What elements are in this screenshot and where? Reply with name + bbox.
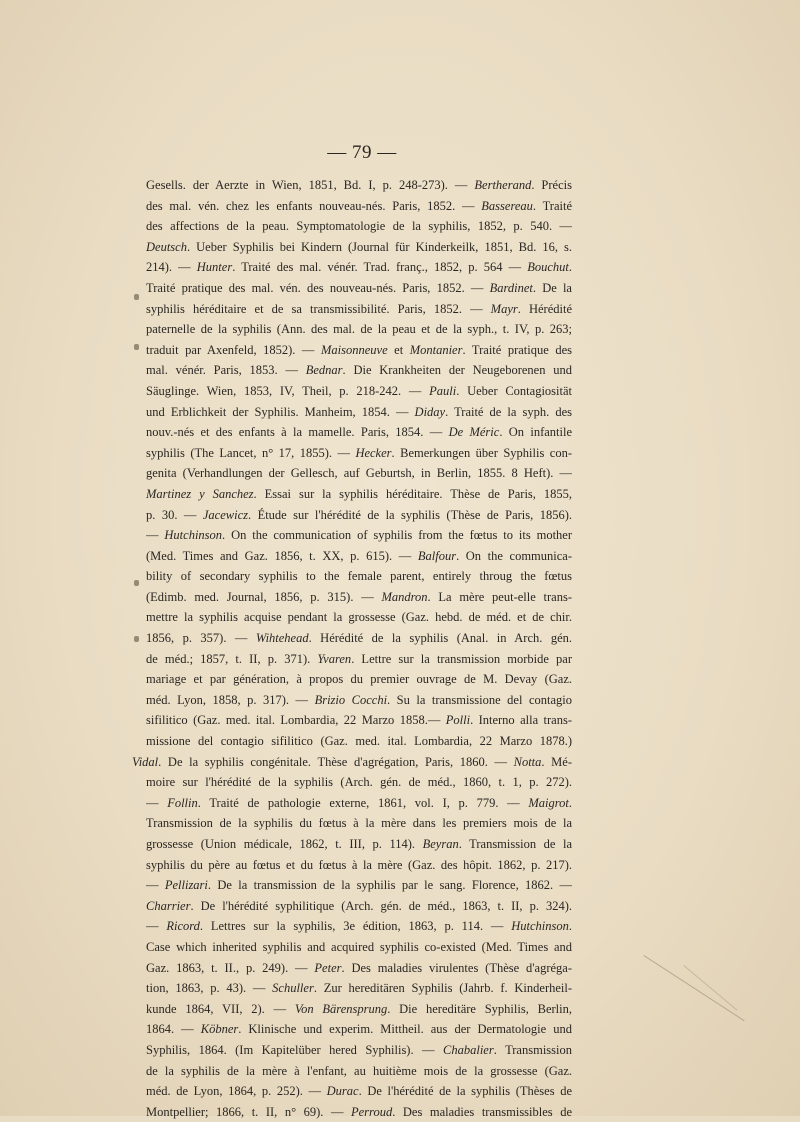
citation-text: . De la [532, 280, 572, 295]
citation-text: missione del contagio sifilitico (Gaz. med. ital. Lombardia, 22 Marzo 1878.) [146, 734, 572, 749]
citation-text: . Transmission de la [458, 837, 572, 851]
citation-text: (Edimb. med. Journal, 1856, p. 315). — [146, 589, 382, 604]
author-name: Beyran [422, 837, 459, 851]
citation-text: de méd.; 1857, t. II, p. 371). [146, 651, 318, 666]
citation-text: . De la syphilis congénitale. Thèse d'agrégation, Paris, 1860. — [158, 754, 514, 769]
author-name: Montanier [409, 342, 463, 357]
text-line [146, 690, 572, 711]
citation-text: . Ueber Syphilis bei Kindern (Journal für Kinderkeilk, 1851, Bd. 16, s. [186, 239, 572, 254]
text-line [146, 402, 572, 423]
text-line [146, 628, 572, 649]
citation-text: . Lettres sur la syphilis, 3e édition, 1863, p. 114. — [199, 919, 512, 934]
margin-mark [134, 636, 139, 642]
citation-text: . La mère peut-elle trans- [427, 589, 572, 604]
citation-text: . On the communication of syphilis from the fœtus to its mother [222, 528, 572, 543]
citation-text: (Med. Times and Gaz. 1856, t. XX, p. 615). — [146, 548, 418, 563]
author-name: Maisonneuve [320, 342, 388, 357]
author-name: Hutchinson [164, 528, 223, 543]
author-name: Ricord [166, 919, 200, 934]
citation-text: . De l'hérédité syphilitique (Arch. gén. de méd., 1863, t. II, p. 324). [190, 898, 572, 913]
citation-text: bility of secondary syphilis to the female parent, entirely throug the fœtus [146, 569, 572, 584]
margin-mark [134, 294, 139, 300]
author-name: Charrier [146, 898, 191, 913]
author-name: Bednar [305, 363, 343, 378]
citation-text: méd. de Lyon, 1864, p. 252). — [146, 1084, 327, 1099]
margin-mark [134, 580, 139, 586]
text-line [146, 443, 572, 464]
citation-text: 1864. — [146, 1022, 201, 1037]
citation-text: 1856, p. 357). — [146, 631, 256, 646]
citation-text: — [146, 528, 165, 543]
citation-text: . Essai sur la syphilis héréditaire. Thèse de Paris, 1855, [253, 486, 572, 501]
citation-text: . Des maladies virulentes (Thèse d'agréga- [341, 960, 572, 975]
author-name: Deutsch [146, 239, 187, 254]
citation-text: Case which inherited syphilis and acquired syphilis co-existed (Med. Times and [146, 939, 572, 954]
author-name: Wihtehead [255, 631, 309, 646]
text-line [146, 546, 572, 567]
author-name: Von Bärensprung [294, 1001, 388, 1016]
text-line [146, 916, 572, 937]
citation-text: . [568, 795, 572, 810]
citation-text: mettre la syphilis acquise pendant la grossesse (Gaz. hebd. de méd. et de chir. [146, 610, 572, 625]
text-line [146, 463, 572, 484]
citation-text: mariage et par génération, à propos du premier ouvrage de M. Devay (Gaz. [146, 672, 572, 687]
author-name: Bouchut [527, 260, 569, 275]
citation-text: et [387, 342, 410, 357]
text-line [146, 999, 572, 1020]
author-name: Bassereau [481, 198, 533, 213]
paper-scratch [643, 955, 744, 1021]
citation-text: p. 30. — [146, 507, 203, 522]
text-line [146, 958, 572, 979]
author-name: Follin [167, 795, 198, 810]
text-line [146, 566, 572, 587]
text-line [146, 299, 572, 320]
author-name: Brizio Cocchi [314, 692, 388, 707]
citation-text: syphilis du père au fœtus et du fœtus à la mère (Gaz. des hôpit. 1862, p. 217). [146, 857, 572, 872]
citation-text: . Traité pratique des [462, 342, 572, 357]
citation-text: des affections de la peau. Symptomatologie de la syphilis, 1852, p. 540. — [146, 219, 572, 234]
author-name: De Méric [448, 425, 500, 440]
text-line [146, 1102, 572, 1122]
text-line [146, 1019, 572, 1040]
author-name: Mayr [490, 301, 518, 316]
text-line [146, 607, 572, 628]
citation-text: — [146, 878, 165, 893]
author-name: Köbner [200, 1022, 239, 1037]
text-line [146, 710, 572, 731]
citation-text: . Étude sur l'hérédité de la syphilis (Thèse de Paris, 1856). [247, 507, 572, 522]
author-name: Bardinet [489, 280, 533, 295]
citation-text: genita (Verhandlungen der Gellesch, auf Geburtsh, in Berlin, 1855. 8 Heft). — [146, 466, 572, 481]
citation-text: . On infantile [499, 425, 572, 440]
citation-text: . Des maladies transmissibles de [392, 1104, 572, 1119]
author-name: Bertherand [474, 178, 532, 192]
citation-text: . Interno alla trans- [470, 713, 572, 728]
citation-text: . Traité [532, 198, 572, 213]
citation-text: traduit par Axenfeld, 1852). — [146, 342, 321, 357]
citation-text: de la syphilis de la mère à l'enfant, au huitième mois de la grossesse (Gaz. [146, 1063, 572, 1078]
citation-text: syphilis héréditaire et de sa transmissibilité. Paris, 1852. — [146, 301, 491, 316]
citation-text: des mal. vén. chez les enfants nouveau-nés. Paris, 1852. — [146, 198, 482, 213]
text-line [146, 1081, 572, 1102]
text-line [146, 1061, 572, 1082]
author-name: Durac [326, 1084, 359, 1099]
text-line [146, 669, 572, 690]
citation-text: . De la transmission de la syphilis par le sang. Florence, 1862. — [207, 878, 572, 893]
citation-text: mal. vénér. Paris, 1853. — [146, 363, 306, 378]
text-line [146, 340, 572, 361]
author-name: Mandron [381, 589, 428, 604]
citation-text: tion, 1863, p. 43). — [146, 981, 273, 996]
text-line [146, 834, 572, 855]
citation-text: Syphilis, 1864. (Im Kapitelüber hered Syphilis). — [146, 1042, 444, 1057]
citation-text: nouv.-nés et des enfants à la mamelle. Paris, 1854. — [146, 425, 449, 440]
page-number: — 79 — [327, 142, 397, 163]
text-line [146, 484, 572, 505]
author-name: Vidal [132, 754, 159, 769]
citation-text: Transmission de la syphilis du fœtus à la mère dans les premiers mois de la [146, 816, 572, 831]
citation-text: Gaz. 1863, t. II., p. 249). — [146, 960, 315, 975]
citation-text: . Ueber Contagiosität [456, 383, 572, 398]
text-line [146, 360, 572, 381]
citation-text: méd. Lyon, 1858, p. 317). — [146, 692, 315, 707]
text-line [146, 278, 572, 299]
citation-text: . Hérédité [517, 301, 572, 316]
margin-mark [134, 344, 139, 350]
text-line [146, 175, 572, 196]
citation-text: syphilis (The Lancet, n° 17, 1855). — [146, 445, 356, 460]
citation-text: paternelle de la syphilis (Ann. des mal. de la peau et de la syph., t. IV, p. 263; [146, 322, 572, 337]
text-line [146, 216, 572, 237]
citation-text: . Traité de pathologie externe, 1861, vol. I, p. 779. — [197, 795, 529, 810]
text-line [146, 422, 572, 443]
citation-text: . Die Krankheiten der Neugeborenen und [342, 363, 572, 378]
citation-text: . [568, 919, 572, 934]
citation-text: Traité pratique des mal. vén. des nouveau-nés. Paris, 1852. — [146, 280, 490, 295]
author-name: Maigrot [528, 795, 569, 810]
citation-text: Montpellier; 1866, t. II, n° 69). — [146, 1104, 351, 1119]
author-name: Hutchinson [511, 919, 569, 934]
text-line [146, 1040, 572, 1061]
citation-text: . Traité de la syph. des [445, 404, 572, 419]
text-line [146, 896, 572, 917]
author-name: Peter [314, 960, 342, 975]
citation-text: — [146, 919, 167, 934]
author-name: Yvaren [317, 651, 352, 666]
text-line [146, 237, 572, 258]
citation-text: . Mé- [541, 754, 572, 769]
citation-text: sifilitico (Gaz. med. ital. Lombardia, 22 Marzo 1858.— [146, 713, 446, 728]
author-name: Diday [414, 404, 446, 419]
author-name: Perroud [351, 1104, 393, 1119]
text-line [146, 587, 572, 608]
citation-text: . [568, 260, 572, 275]
author-name: Chabalier [443, 1042, 494, 1057]
author-name: Pellizari [164, 878, 208, 893]
author-name: Notta [513, 754, 542, 769]
citation-text: Säuglinge. Wien, 1853, IV, Theil, p. 218-242. — [146, 383, 430, 398]
text-line [146, 772, 572, 793]
citation-text: 214). — [146, 260, 197, 275]
citation-text: . Précis [531, 178, 572, 192]
bibliography-text [132, 175, 572, 1122]
text-line [146, 505, 572, 526]
citation-text: . Traité des mal. vénér. Trad. franç., 1852, p. 564 — [232, 260, 528, 275]
citation-text: . Hérédité de la syphilis (Anal. in Arch. gén. [308, 631, 572, 646]
citation-text: . De l'hérédité de la syphilis (Thèses de [358, 1084, 572, 1099]
author-name: Schuller [272, 981, 314, 996]
author-name: Jacewicz [202, 507, 248, 522]
citation-text: . Bemerkungen über Syphilis con- [391, 445, 572, 460]
text-line [146, 257, 572, 278]
text-line [146, 381, 572, 402]
text-line [146, 875, 572, 896]
text-line [146, 937, 572, 958]
text-line [132, 752, 572, 773]
citation-text: — [146, 795, 168, 810]
citation-text: . On the communica- [456, 548, 572, 563]
citation-text: Gesells. der Aerzte in Wien, 1851, Bd. I, p. 248-273). — [146, 178, 475, 192]
text-line [146, 978, 572, 999]
paper-scratch [683, 965, 737, 1011]
citation-text: . Transmission [493, 1042, 572, 1057]
text-line [146, 649, 572, 670]
text-line [146, 525, 572, 546]
author-name: Martinez y Sanchez [146, 486, 254, 501]
author-name: Hunter [196, 260, 233, 275]
text-line [146, 319, 572, 340]
author-name: Hecker [355, 445, 392, 460]
citation-text: und Erblichkeit der Syphilis. Manheim, 1854. — [146, 404, 415, 419]
citation-text: . Lettre sur la transmission morbide par [351, 651, 572, 666]
text-line [146, 813, 572, 834]
text-line [146, 855, 572, 876]
citation-text: moire sur l'hérédité de la syphilis (Arch. gén. de méd., 1860, t. 1, p. 272). [146, 775, 572, 790]
text-line [146, 196, 572, 217]
citation-text: . Zur hereditären Syphilis (Jahrb. f. Kinderheil- [313, 981, 572, 996]
author-name: Polli [445, 713, 471, 728]
citation-text: . Die hereditäre Syphilis, Berlin, [387, 1001, 572, 1016]
citation-text: . Su la transmissione del contagio [387, 692, 572, 707]
author-name: Balfour [417, 548, 457, 563]
author-name: Pauli [429, 383, 457, 398]
citation-text: kunde 1864, VII, 2). — [146, 1001, 295, 1016]
text-line [146, 731, 572, 752]
text-line [146, 793, 572, 814]
citation-text: . Klinische und experim. Mittheil. aus der Dermatologie und [238, 1022, 572, 1037]
citation-text: grossesse (Union médicale, 1862, t. III, p. 114). [146, 837, 423, 851]
